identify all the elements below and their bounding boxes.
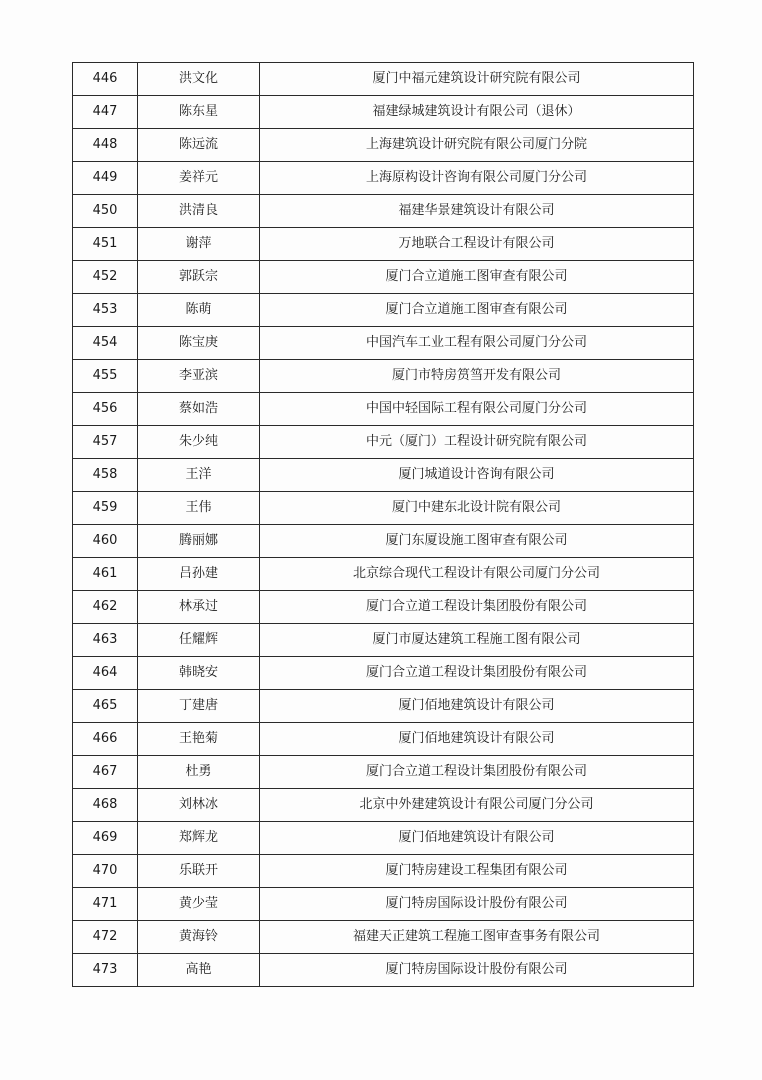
- table-row: [73, 855, 694, 888]
- person-name-cell: 陈宝庚: [138, 327, 260, 360]
- person-name-cell: 谢萍: [138, 228, 260, 261]
- organization-cell: 福建绿城建筑设计有限公司（退休）: [260, 96, 694, 129]
- row-number-cell: 458: [73, 459, 138, 492]
- person-name-cell: 林承过: [138, 591, 260, 624]
- organization-cell: 厦门东厦设施工图审查有限公司: [260, 525, 694, 558]
- organization-cell: 厦门佰地建筑设计有限公司: [260, 690, 694, 723]
- person-name-cell: 丁建唐: [138, 690, 260, 723]
- table-row: [73, 789, 694, 822]
- person-name-cell: 王伟: [138, 492, 260, 525]
- table-row: [73, 723, 694, 756]
- table-row: [73, 888, 694, 921]
- row-number-cell: 457: [73, 426, 138, 459]
- table-row: [73, 492, 694, 525]
- row-number-cell: 448: [73, 129, 138, 162]
- person-name-cell: 郑辉龙: [138, 822, 260, 855]
- row-number-cell: 471: [73, 888, 138, 921]
- organization-cell: 北京综合现代工程设计有限公司厦门分公司: [260, 558, 694, 591]
- organization-cell: 厦门合立道施工图审查有限公司: [260, 294, 694, 327]
- organization-cell: 上海建筑设计研究院有限公司厦门分院: [260, 129, 694, 162]
- person-name-cell: 乐联开: [138, 855, 260, 888]
- table-row: [73, 96, 694, 129]
- organization-cell: 厦门特房国际设计股份有限公司: [260, 954, 694, 987]
- table-row: [73, 327, 694, 360]
- row-number-cell: 454: [73, 327, 138, 360]
- person-name-cell: 黄海铃: [138, 921, 260, 954]
- person-name-cell: 朱少纯: [138, 426, 260, 459]
- row-number-cell: 468: [73, 789, 138, 822]
- row-number-cell: 472: [73, 921, 138, 954]
- row-number-cell: 462: [73, 591, 138, 624]
- row-number-cell: 470: [73, 855, 138, 888]
- organization-cell: 上海原构设计咨询有限公司厦门分公司: [260, 162, 694, 195]
- organization-cell: 厦门中建东北设计院有限公司: [260, 492, 694, 525]
- table-row: [73, 426, 694, 459]
- organization-cell: 厦门市特房筼筜开发有限公司: [260, 360, 694, 393]
- person-name-cell: 吕孙建: [138, 558, 260, 591]
- row-number-cell: 452: [73, 261, 138, 294]
- table-row: [73, 459, 694, 492]
- row-number-cell: 449: [73, 162, 138, 195]
- organization-cell: 厦门特房国际设计股份有限公司: [260, 888, 694, 921]
- person-name-cell: 李亚滨: [138, 360, 260, 393]
- row-number-cell: 451: [73, 228, 138, 261]
- person-name-cell: 刘林冰: [138, 789, 260, 822]
- organization-cell: 厦门佰地建筑设计有限公司: [260, 822, 694, 855]
- table-row: [73, 294, 694, 327]
- table-row: [73, 63, 694, 96]
- table-row: [73, 129, 694, 162]
- organization-cell: 福建天正建筑工程施工图审查事务有限公司: [260, 921, 694, 954]
- person-name-cell: 陈萌: [138, 294, 260, 327]
- row-number-cell: 465: [73, 690, 138, 723]
- row-number-cell: 456: [73, 393, 138, 426]
- organization-cell: 中国中轻国际工程有限公司厦门分公司: [260, 393, 694, 426]
- person-name-cell: 王洋: [138, 459, 260, 492]
- organization-cell: 厦门合立道工程设计集团股份有限公司: [260, 756, 694, 789]
- organization-cell: 厦门佰地建筑设计有限公司: [260, 723, 694, 756]
- organization-cell: 万地联合工程设计有限公司: [260, 228, 694, 261]
- table-row: [73, 690, 694, 723]
- table-row: [73, 525, 694, 558]
- table-row: [73, 624, 694, 657]
- organization-cell: 福建华景建筑设计有限公司: [260, 195, 694, 228]
- organization-cell: 厦门中福元建筑设计研究院有限公司: [260, 63, 694, 96]
- row-number-cell: 463: [73, 624, 138, 657]
- roster-table-body: [73, 63, 694, 987]
- row-number-cell: 447: [73, 96, 138, 129]
- row-number-cell: 460: [73, 525, 138, 558]
- table-row: [73, 162, 694, 195]
- row-number-cell: 469: [73, 822, 138, 855]
- person-name-cell: 杜勇: [138, 756, 260, 789]
- row-number-cell: 450: [73, 195, 138, 228]
- table-row: [73, 195, 694, 228]
- organization-cell: 厦门合立道工程设计集团股份有限公司: [260, 657, 694, 690]
- person-name-cell: 陈远流: [138, 129, 260, 162]
- organization-cell: 厦门特房建设工程集团有限公司: [260, 855, 694, 888]
- row-number-cell: 467: [73, 756, 138, 789]
- person-name-cell: 蔡如浩: [138, 393, 260, 426]
- organization-cell: 厦门市厦达建筑工程施工图有限公司: [260, 624, 694, 657]
- organization-cell: 厦门合立道施工图审查有限公司: [260, 261, 694, 294]
- table-row: [73, 261, 694, 294]
- person-name-cell: 任耀辉: [138, 624, 260, 657]
- table-row: [73, 756, 694, 789]
- row-number-cell: 459: [73, 492, 138, 525]
- row-number-cell: 466: [73, 723, 138, 756]
- table-row: [73, 228, 694, 261]
- person-name-cell: 洪清良: [138, 195, 260, 228]
- person-name-cell: 王艳菊: [138, 723, 260, 756]
- person-name-cell: 腾丽娜: [138, 525, 260, 558]
- row-number-cell: 453: [73, 294, 138, 327]
- row-number-cell: 461: [73, 558, 138, 591]
- organization-cell: 厦门城道设计咨询有限公司: [260, 459, 694, 492]
- person-name-cell: 陈东星: [138, 96, 260, 129]
- organization-cell: 厦门合立道工程设计集团股份有限公司: [260, 591, 694, 624]
- organization-cell: 中国汽车工业工程有限公司厦门分公司: [260, 327, 694, 360]
- row-number-cell: 446: [73, 63, 138, 96]
- row-number-cell: 464: [73, 657, 138, 690]
- table-row: [73, 393, 694, 426]
- person-name-cell: 洪文化: [138, 63, 260, 96]
- person-name-cell: 韩晓安: [138, 657, 260, 690]
- person-name-cell: 黄少莹: [138, 888, 260, 921]
- table-row: [73, 558, 694, 591]
- roster-table: [72, 62, 694, 987]
- table-row: [73, 360, 694, 393]
- person-name-cell: 郭跃宗: [138, 261, 260, 294]
- organization-cell: 中元（厦门）工程设计研究院有限公司: [260, 426, 694, 459]
- row-number-cell: 473: [73, 954, 138, 987]
- row-number-cell: 455: [73, 360, 138, 393]
- table-row: [73, 921, 694, 954]
- table-row: [73, 822, 694, 855]
- table-row: [73, 657, 694, 690]
- table-row: [73, 591, 694, 624]
- organization-cell: 北京中外建建筑设计有限公司厦门分公司: [260, 789, 694, 822]
- person-name-cell: 姜祥元: [138, 162, 260, 195]
- table-row: [73, 954, 694, 987]
- person-name-cell: 高艳: [138, 954, 260, 987]
